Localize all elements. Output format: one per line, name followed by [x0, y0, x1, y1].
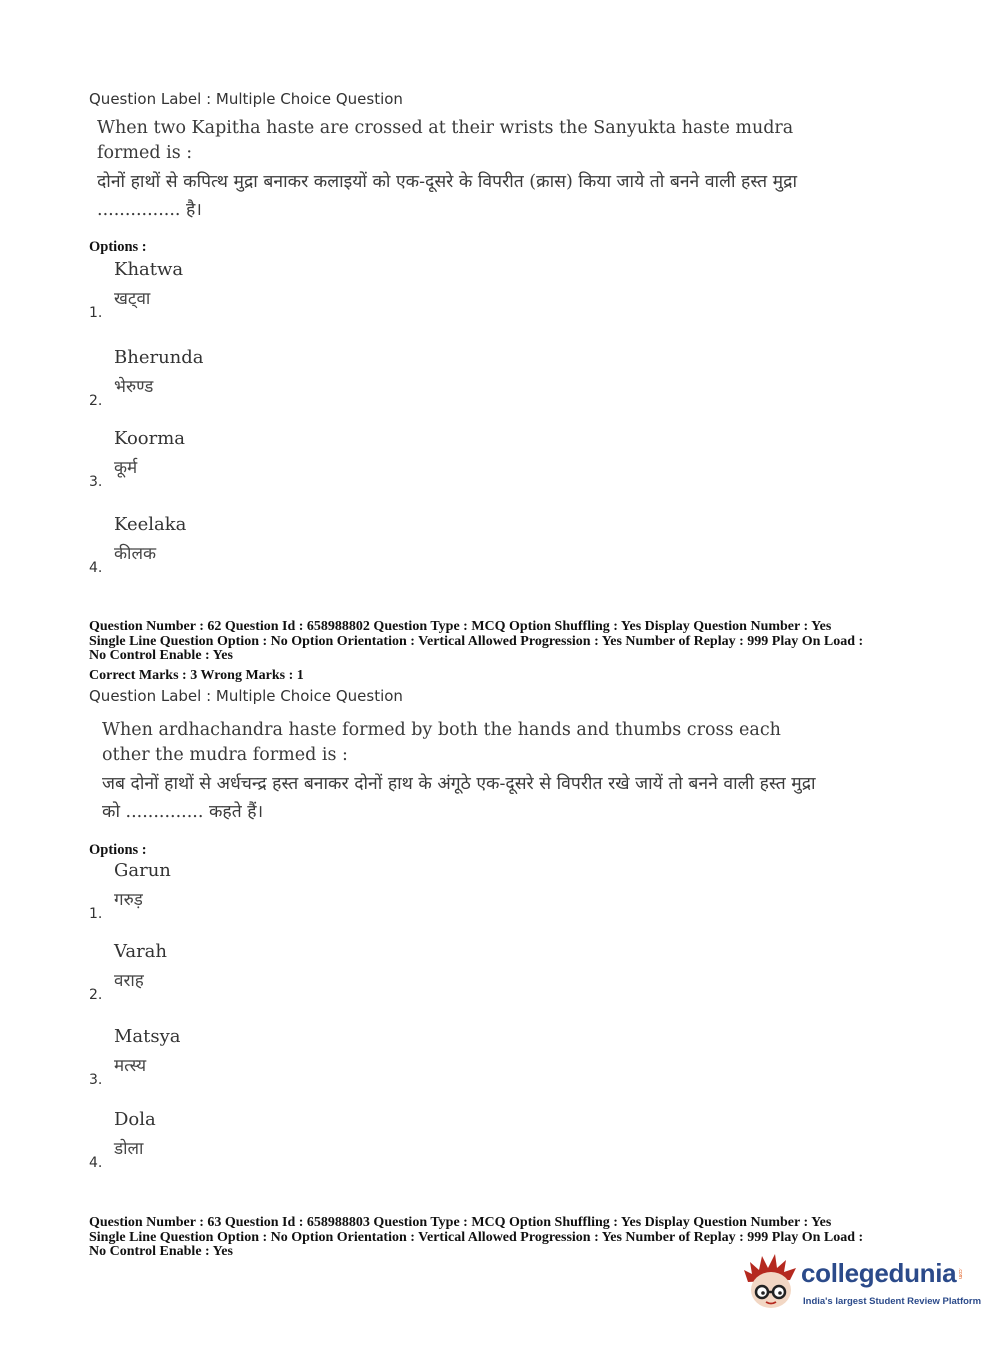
question-text [97, 116, 817, 224]
option-1[interactable] [89, 860, 389, 922]
question-label: Question Label : Multiple Choice Question [89, 90, 403, 108]
option-4[interactable] [89, 1109, 389, 1171]
question-meta [89, 620, 863, 664]
question-meta-line: Single Line Question Option : No Option Orientation : Vertical Allowed Progression : Yes Number of Replay : 999 Play On Load : [89, 633, 864, 649]
option-text-hindi: भेरुण्ड [114, 377, 154, 397]
option-text-english: Varah [114, 941, 168, 962]
question-text-hindi: दोनों हाथों से कपित्थ मुद्रा बनाकर कलाइयों को एक-दूसरे के विपरीत (क्रास) किया जाये तो बनने वाली हस्त मुद्रा ............... है। [97, 172, 797, 220]
option-text-english: Keelaka [114, 514, 187, 535]
brand-name: collegedunia [801, 1258, 957, 1288]
option-2[interactable] [89, 347, 389, 409]
mascot-icon [742, 1252, 802, 1316]
marks-info: Correct Marks : 3 Wrong Marks : 1 [89, 668, 304, 683]
brand-tagline: India's largest Student Review Platform [803, 1296, 982, 1307]
option-text-english: Garun [114, 860, 171, 881]
option-text-english: Dola [114, 1109, 156, 1130]
question-meta-line: Single Line Question Option : No Option Orientation : Vertical Allowed Progression : Yes Number of Replay : 999 Play On Load : [89, 1229, 864, 1245]
option-text-english: Khatwa [114, 259, 184, 280]
options-heading: Options : [89, 239, 147, 255]
option-3[interactable] [89, 1026, 389, 1088]
option-text-hindi: कूर्म [114, 458, 138, 478]
option-1[interactable] [89, 259, 389, 321]
collegedunia-logo[interactable] [742, 1252, 982, 1316]
option-text-hindi: गरुड़ [114, 890, 143, 910]
question-meta-line: Question Number : 62 Question Id : 658988802 Question Type : MCQ Option Shuffling : Yes Display Question Number : Yes [89, 619, 832, 634]
option-number: 4. [89, 560, 103, 576]
options-heading: Options : [89, 842, 147, 858]
option-number: 4. [89, 1155, 103, 1171]
option-number: 2. [89, 393, 103, 409]
option-number: 3. [89, 474, 103, 490]
question-meta-line: Question Number : 63 Question Id : 658988803 Question Type : MCQ Option Shuffling : Yes Display Question Number : Yes [89, 1215, 832, 1230]
question-text-english: When two Kapitha haste are crossed at their wrists the Sanyukta haste mudra formed is : [97, 118, 794, 163]
option-text-english: Matsya [114, 1026, 181, 1047]
option-4[interactable] [89, 514, 389, 576]
option-number: 3. [89, 1072, 103, 1088]
question-text-hindi: जब दोनों हाथों से अर्धचन्द्र हस्त बनाकर दोनों हाथ के अंगूठे एक-दूसरे से विपरीत रखे जायें तो बनने वाली हस्त मुद्रा को .............. कहते हैं। [102, 774, 816, 822]
question-meta-line: No Control Enable : Yes [89, 648, 233, 663]
option-text-hindi: डोला [114, 1139, 144, 1159]
question-text-english: When ardhachandra haste formed by both the hands and thumbs cross each other the mudra formed is : [102, 720, 781, 765]
option-text-hindi: मत्स्य [114, 1056, 147, 1076]
question-text [102, 718, 822, 826]
option-2[interactable] [89, 941, 389, 1003]
option-number: 1. [89, 906, 103, 922]
option-number: 2. [89, 987, 103, 1003]
option-text-hindi: खट्वा [114, 289, 151, 309]
brand-domain: .com [957, 1268, 963, 1279]
option-text-hindi: कीलक [114, 544, 157, 564]
question-meta-line: No Control Enable : Yes [89, 1244, 233, 1259]
option-text-english: Koorma [114, 428, 186, 449]
option-3[interactable] [89, 428, 389, 490]
question-label: Question Label : Multiple Choice Question [89, 687, 403, 705]
option-number: 1. [89, 305, 103, 321]
option-text-hindi: वराह [114, 971, 144, 991]
option-text-english: Bherunda [114, 347, 204, 368]
